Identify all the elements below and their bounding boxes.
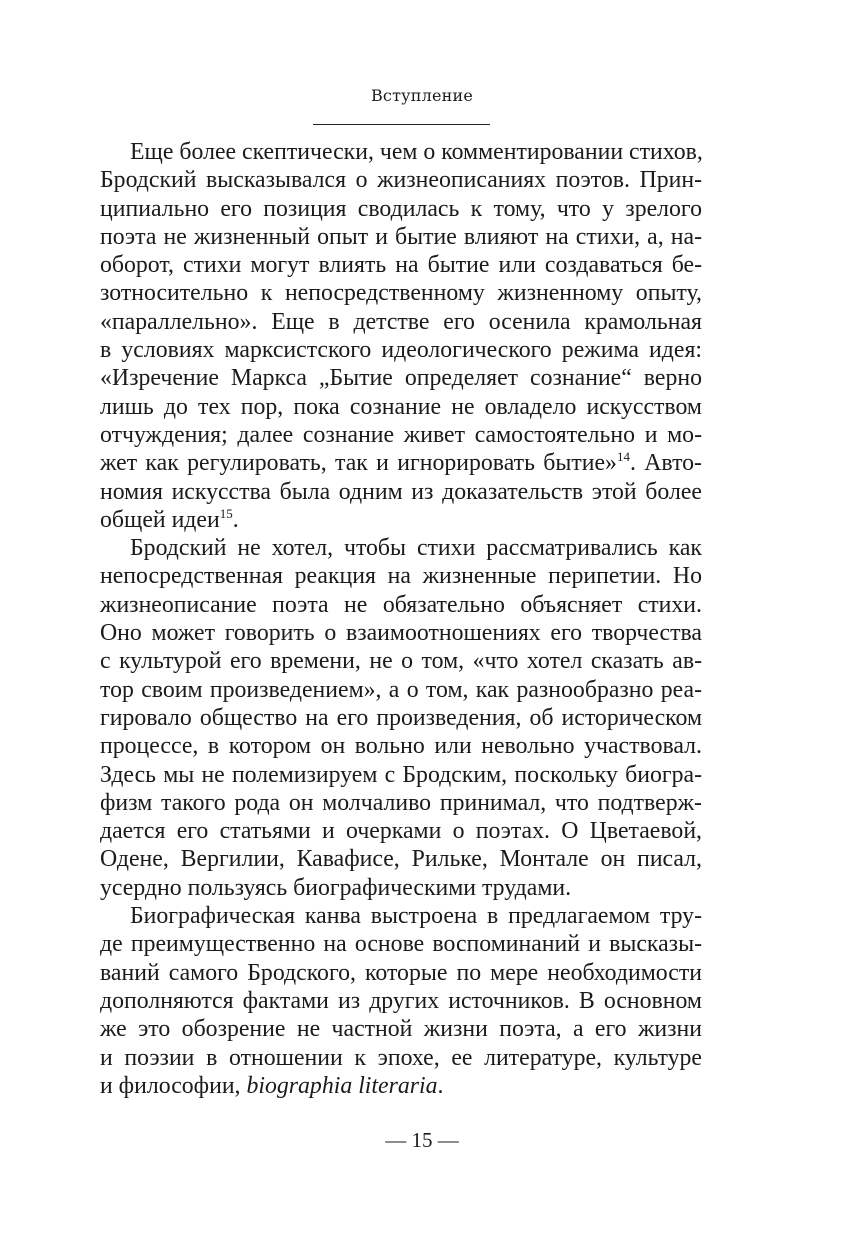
text-fragment: . (232, 506, 239, 533)
text-line: непосредственная реакция на жизненные перипетии. Но (100, 563, 702, 590)
text-fragment: общей идеи (100, 506, 220, 533)
text-line: Бродский не хотел, чтобы стихи рассматривались как (130, 535, 702, 562)
text-line: с культурой его времени, не о том, «что хотел сказать ав- (100, 648, 702, 675)
text-line: Бродский высказывался о жизнеописаниях поэтов. Прин- (100, 167, 702, 194)
text-line: физм такого рода он молчаливо принимал, что подтверж- (100, 789, 702, 816)
text-line: Биографическая канва выстроена в предлагаемом тру- (130, 903, 702, 930)
text-line: зотносительно к непосредственному жизненному опыту, (100, 280, 702, 307)
text-line: «параллельно». Еще в детстве его осенила крамольная (100, 308, 702, 335)
italic-term: biographia literaria (246, 1072, 438, 1099)
text-line (100, 449, 702, 477)
text-line: оборот, стихи могут влиять на бытие или создаваться бе- (100, 252, 702, 279)
footnote-ref-14[interactable]: 14 (616, 449, 630, 465)
text-line: дается его статьями и очерками о поэтах. О Цветаевой, (100, 818, 702, 845)
running-head-rule (313, 124, 490, 125)
text-line: де преимущественно на основе воспоминаний и высказы- (100, 931, 702, 958)
text-line: лишь до тех пор, пока сознание не овладело искусством (100, 393, 702, 420)
text-line: отчуждения; далее сознание живет самостоятельно и мо- (100, 421, 702, 448)
text-line (100, 506, 702, 534)
text-line: ципиально его позиция сводилась к тому, что у зрелого (100, 195, 702, 222)
text-fragment: жет как регулировать, так и игнорировать бытие» (100, 450, 617, 477)
text-line: номия искусства была одним из доказательств этой более (100, 478, 702, 505)
text-fragment: и философии, (100, 1072, 247, 1099)
text-line: Оно может говорить о взаимоотношениях его творчества (100, 620, 702, 647)
text-line: Одене, Вергилии, Кавафисе, Рильке, Монтале он писал, (100, 846, 702, 873)
text-fragment: . Авто- (629, 450, 702, 477)
text-fragment: . (437, 1072, 444, 1099)
text-line: гировало общество на его произведения, об историческом (100, 704, 702, 731)
text-line: тор своим произведением», а о том, как разнообразно реа- (100, 676, 702, 703)
text-line: и поэзии в отношении к эпохе, ее литературе, культуре (100, 1044, 702, 1071)
running-head: Вступление (370, 86, 474, 105)
body-text (100, 138, 702, 1100)
text-line: Здесь мы не полемизируем с Бродским, поскольку биогра- (100, 761, 702, 788)
text-line: в условиях марксистского идеологического режима идея: (100, 337, 702, 364)
text-line (100, 1072, 702, 1100)
text-line: усердно пользуясь биографическими трудами. (100, 874, 572, 901)
text-line: поэта не жизненный опыт и бытие влияют на стихи, а, на- (100, 223, 702, 250)
text-line: ваний самого Бродского, которые по мере необходимости (100, 959, 702, 986)
footnote-ref-15[interactable]: 15 (219, 505, 233, 521)
text-line: же это обозрение не частной жизни поэта, а его жизни (100, 1016, 702, 1043)
text-line: Еще более скептически, чем о комментировании стихов, (130, 139, 703, 165)
text-line: «Изречение Маркса „Бытие определяет сознание“ верно (100, 365, 702, 392)
text-line: дополняются фактами из других источников. В основном (100, 987, 702, 1014)
page-number: — 15 — (385, 1128, 459, 1152)
text-line: жизнеописание поэта не обязательно объясняет стихи. (100, 591, 702, 618)
text-line: процессе, в котором он вольно или невольно участвовал. (100, 733, 702, 760)
